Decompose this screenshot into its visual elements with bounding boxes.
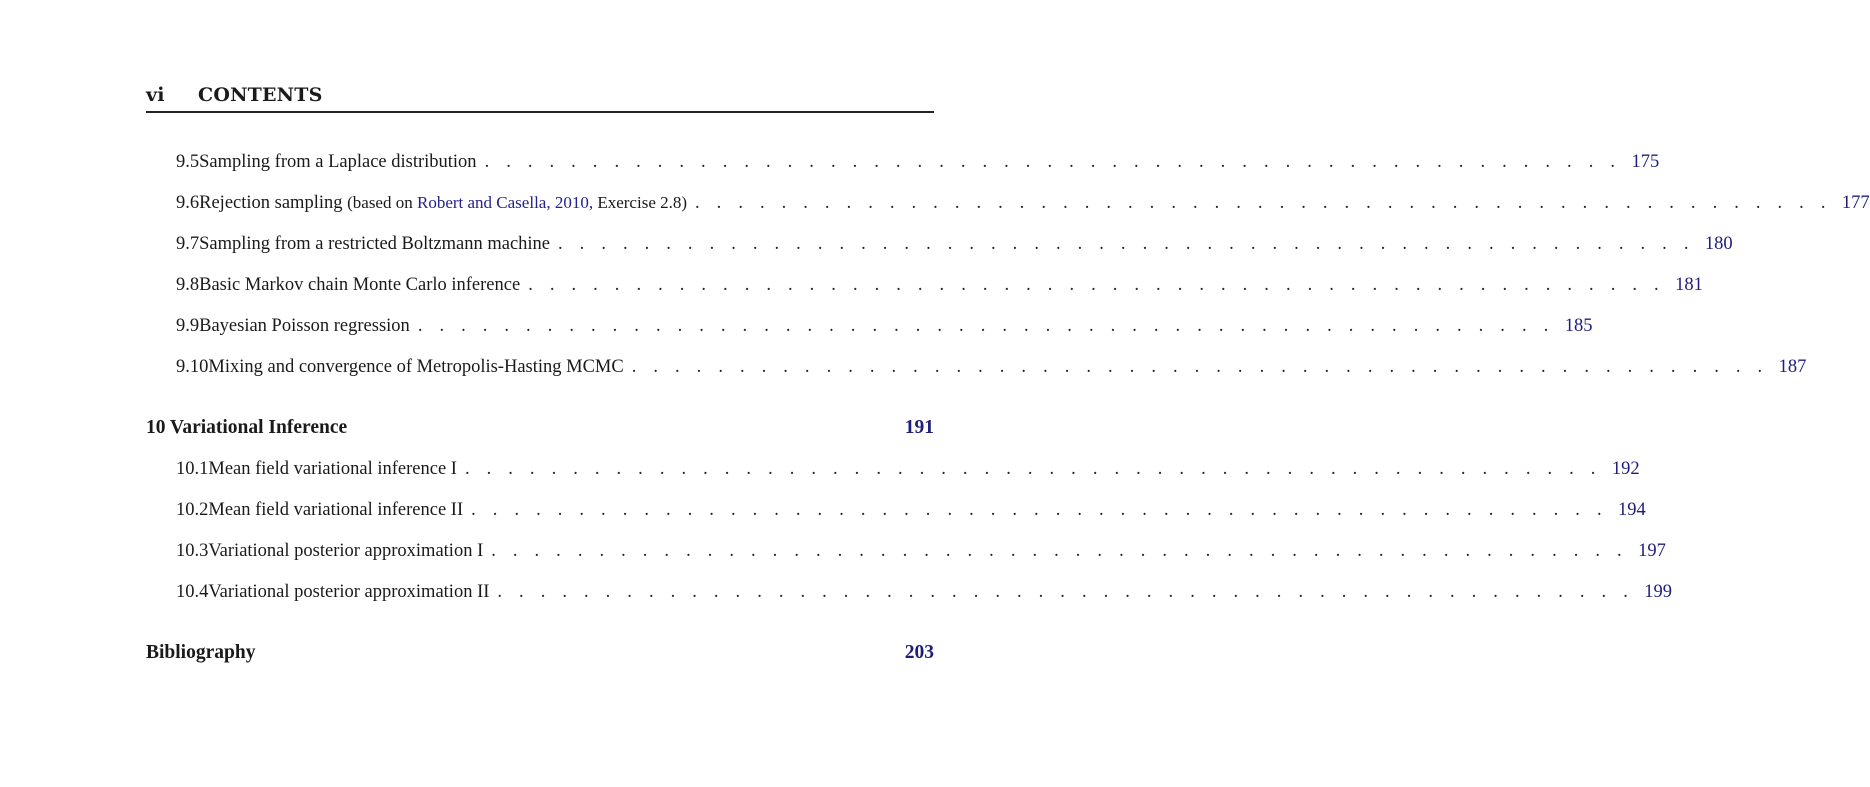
dot-leader: . . . . . . . . . . . . . . . . . . . . . . . . . . . . . . . . . . . . . . . . . . . . . . . . . . . . . [528, 275, 1665, 295]
toc-entry-10-1[interactable] [146, 455, 1640, 483]
citation [347, 193, 687, 212]
dot-leader: . . . . . . . . . . . . . . . . . . . . . . . . . . . . . . . . . . . . . . . . . . . . . . . . . . . . . [491, 541, 1628, 561]
toc-entry-10-4[interactable] [146, 578, 1673, 606]
section-number: 10.3 [176, 541, 209, 561]
dot-leader: . . . . . . . . . . . . . . . . . . . . . . . . . . . . . . . . . . . . . . . . . . . . . . . . . . . . . [417, 316, 1555, 336]
dot-leader: . . . . . . . . . . . . . . . . . . . . . . . . . . . . . . . . . . . . . . . . . . . . . . . . . . . . . [695, 193, 1832, 213]
section-title: Mean field variational inference I [208, 459, 457, 479]
section-title [199, 189, 687, 217]
toc-entry-9-9[interactable] [146, 312, 1593, 340]
section-number: 9.10 [176, 357, 209, 377]
section-title: Basic Markov chain Monte Carlo inference [199, 275, 521, 295]
page-link[interactable]: 194 [1618, 500, 1646, 520]
toc-entry-9-7[interactable] [146, 230, 1733, 258]
page-link[interactable]: 191 [904, 417, 934, 438]
running-header [146, 84, 934, 110]
citation-link[interactable]: Robert and Casella, 2010, [416, 193, 594, 212]
page-link[interactable]: 197 [1638, 541, 1666, 561]
section-title-text: Rejection sampling [199, 193, 343, 213]
citation-prefix: (based on [347, 193, 417, 212]
section-number: 9.9 [176, 316, 200, 336]
toc-entry-9-8[interactable] [146, 271, 1703, 299]
dot-leader: . . . . . . . . . . . . . . . . . . . . . . . . . . . . . . . . . . . . . . . . . . . . . . . . . . . . . [631, 357, 1769, 377]
section-number: 9.8 [176, 275, 200, 295]
bibliography-title: Bibliography [146, 642, 256, 663]
section-title: Bayesian Poisson regression [199, 316, 410, 336]
header-page-number: vi [146, 84, 165, 106]
page-link[interactable]: 203 [904, 642, 934, 663]
dot-leader: . . . . . . . . . . . . . . . . . . . . . . . . . . . . . . . . . . . . . . . . . . . . . . . . . . . . . [558, 234, 1695, 254]
section-title: Sampling from a restricted Boltzmann machine [199, 234, 551, 254]
dot-leader: . . . . . . . . . . . . . . . . . . . . . . . . . . . . . . . . . . . . . . . . . . . . . . . . . . . . . [464, 459, 1602, 479]
page-link[interactable]: 175 [1631, 152, 1660, 172]
header-rule [146, 111, 934, 113]
section-number: 9.7 [176, 234, 200, 254]
toc-entry-10-3[interactable] [146, 537, 1666, 565]
dot-leader: . . . . . . . . . . . . . . . . . . . . . . . . . . . . . . . . . . . . . . . . . . . . . . . . . . . . . [484, 152, 1622, 172]
toc-entry-9-6[interactable] [146, 189, 1870, 217]
page-link[interactable]: 180 [1704, 234, 1733, 254]
section-number: 10.4 [176, 582, 209, 602]
section-number: 9.5 [176, 152, 200, 172]
toc-entry-9-10[interactable] [146, 353, 1807, 381]
page-link[interactable]: 199 [1644, 582, 1673, 602]
dot-leader: . . . . . . . . . . . . . . . . . . . . . . . . . . . . . . . . . . . . . . . . . . . . . . . . . . . . . [471, 500, 1608, 520]
section-title: Mixing and convergence of Metropolis-Hasting MCMC [208, 357, 624, 377]
dot-leader: . . . . . . . . . . . . . . . . . . . . . . . . . . . . . . . . . . . . . . . . . . . . . . . . . . . . . [497, 582, 1635, 602]
toc-bibliography[interactable] [146, 639, 934, 667]
toc-entry-10-2[interactable] [146, 496, 1646, 524]
section-number: 10.1 [176, 459, 209, 479]
header-title: CONTENTS [198, 84, 323, 106]
page-link[interactable]: 187 [1778, 357, 1807, 377]
citation-suffix: Exercise 2.8) [593, 193, 688, 212]
page-link[interactable]: 177 [1841, 193, 1870, 213]
section-number: 9.6 [176, 193, 200, 213]
toc-chapter-10[interactable] [146, 414, 934, 442]
page-link[interactable]: 192 [1611, 459, 1640, 479]
chapter-title: 10 Variational Inference [146, 417, 348, 438]
toc-entry-9-5[interactable] [146, 148, 1660, 176]
page-link[interactable]: 185 [1564, 316, 1593, 336]
section-title: Variational posterior approximation I [208, 541, 484, 561]
section-title: Sampling from a Laplace distribution [199, 152, 477, 172]
section-number: 10.2 [176, 500, 209, 520]
page-link[interactable]: 181 [1675, 275, 1703, 295]
section-title: Variational posterior approximation II [208, 582, 490, 602]
section-title: Mean field variational inference II [208, 500, 464, 520]
